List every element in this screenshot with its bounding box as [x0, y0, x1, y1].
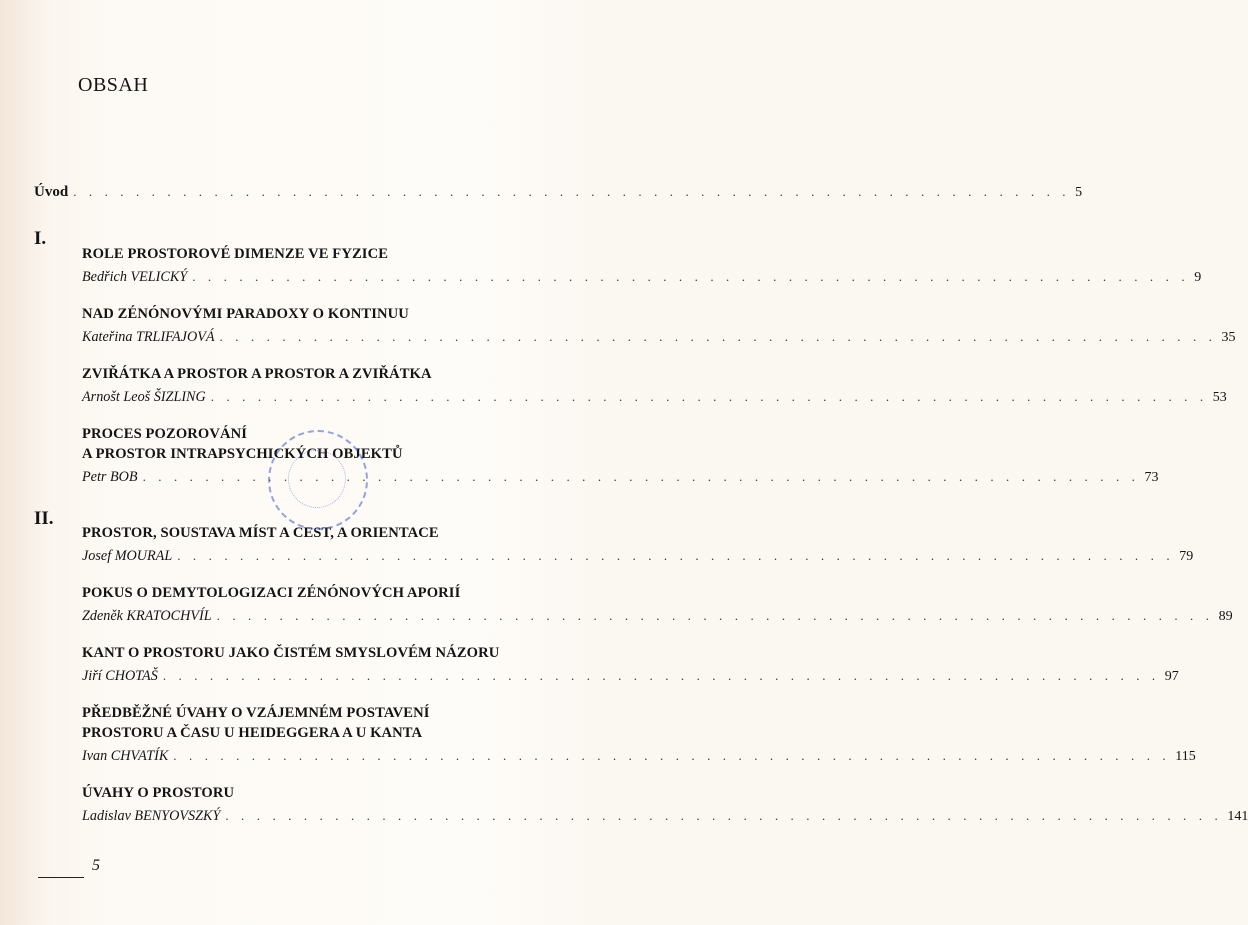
dot-leader: . . . . . . . . . . . . . . . . . . . . . . . . . . . . . . . . . . . . . . . . . . . . . . . . . . . . . . . . . . . . . . . . — [142, 469, 1140, 484]
entry-author-line — [82, 746, 1196, 767]
entry-author: Josef MOURAL — [82, 548, 173, 564]
library-stamp — [268, 430, 368, 530]
dot-leader: . . . . . . . . . . . . . . . . . . . . . . . . . . . . . . . . . . . . . . . . . . . . . . . . . . . . . . . . . . . . . . . . — [192, 269, 1190, 284]
toc-heading: OBSAH — [78, 74, 149, 96]
toc-entry[interactable] — [82, 583, 1233, 627]
entry-author-line — [82, 666, 1179, 687]
dot-leader: . . . . . . . . . . . . . . . . . . . . . . . . . . . . . . . . . . . . . . . . . . . . . . . . . . . . . . . . . . . . . . . . — [225, 808, 1223, 823]
footer-page-number: 5 — [92, 857, 100, 874]
entry-page-number: 73 — [1144, 470, 1159, 485]
entry-author: Kateřina TRLIFAJOVÁ — [82, 329, 215, 345]
dot-leader: . . . . . . . . . . . . . . . . . . . . . . . . . . . . . . . . . . . . . . . . . . . . . . . . . . . . . . . . . . . . . . . . — [73, 184, 1071, 199]
dot-leader: . . . . . . . . . . . . . . . . . . . . . . . . . . . . . . . . . . . . . . . . . . . . . . . . . . . . . . . . . . . . . . . . — [219, 329, 1217, 344]
entry-page-number: 9 — [1194, 270, 1202, 285]
entry-author-line — [82, 387, 1227, 408]
entry-author-line — [82, 806, 1248, 827]
entry-author: Zdeněk KRATOCHVÍL — [82, 608, 212, 624]
entry-title: PŘEDBĚŽNÉ ÚVAHY O VZÁJEMNÉM POSTAVENÍ — [82, 705, 430, 721]
entry-page-number: 53 — [1212, 390, 1227, 405]
entry-author: Ivan CHVATÍK — [82, 748, 169, 764]
part-numeral-ii: II. — [34, 508, 54, 529]
entry-page-number: 97 — [1164, 669, 1179, 684]
entry-author-line — [82, 546, 1194, 567]
toc-entry[interactable] — [82, 523, 1194, 567]
part-numeral-i: I. — [34, 228, 47, 249]
toc-entry[interactable] — [82, 304, 1236, 348]
toc-entry[interactable] — [82, 643, 1179, 687]
entry-title: PROCES POZOROVÁNÍ — [82, 426, 248, 442]
intro-label: Úvod — [34, 184, 69, 200]
entry-author: Petr BOB — [82, 469, 138, 485]
entry-title: NAD ZÉNÓNOVÝMI PARADOXY O KONTINUU — [82, 306, 409, 322]
entry-title: KANT O PROSTORU JAKO ČISTÉM SMYSLOVÉM NÁZORU — [82, 645, 500, 661]
footer-rule — [38, 877, 84, 878]
dot-leader: . . . . . . . . . . . . . . . . . . . . . . . . . . . . . . . . . . . . . . . . . . . . . . . . . . . . . . . . . . . . . . . . — [177, 548, 1175, 563]
toc-entry[interactable] — [82, 244, 1202, 288]
entry-page-number: 35 — [1221, 330, 1236, 345]
dot-leader: . . . . . . . . . . . . . . . . . . . . . . . . . . . . . . . . . . . . . . . . . . . . . . . . . . . . . . . . . . . . . . . . — [216, 608, 1214, 623]
entry-title: ROLE PROSTOROVÉ DIMENZE VE FYZICE — [82, 246, 389, 262]
toc-entry[interactable] — [82, 703, 1196, 767]
entry-page-number: 141 — [1227, 809, 1248, 824]
entry-title-continuation: PROSTORU A ČASU U HEIDEGGERA A U KANTA — [82, 725, 423, 741]
entry-author: Bedřich VELICKÝ — [82, 269, 188, 285]
entry-author: Arnošt Leoš ŠIZLING — [82, 389, 206, 405]
entry-title: PROSTOR, SOUSTAVA MÍST A CEST, A ORIENTACE — [82, 525, 439, 541]
entry-author: Jiří CHOTAŠ — [82, 668, 158, 684]
entry-author-line — [82, 267, 1202, 288]
entry-author: Ladislav BENYOVSZKÝ — [82, 808, 221, 824]
entry-title: ÚVAHY O PROSTORU — [82, 785, 235, 801]
toc-intro-row[interactable] — [34, 184, 1083, 201]
entry-title: ZVIŘÁTKA A PROSTOR A PROSTOR A ZVIŘÁTKA — [82, 366, 432, 382]
dot-leader: . . . . . . . . . . . . . . . . . . . . . . . . . . . . . . . . . . . . . . . . . . . . . . . . . . . . . . . . . . . . . . . . — [210, 389, 1208, 404]
dot-leader: . . . . . . . . . . . . . . . . . . . . . . . . . . . . . . . . . . . . . . . . . . . . . . . . . . . . . . . . . . . . . . . . — [162, 668, 1160, 683]
entry-page-number: 79 — [1179, 549, 1194, 564]
toc-entry[interactable] — [82, 783, 1248, 827]
entry-title-continuation: A PROSTOR INTRAPSYCHICKÝCH OBJEKTŮ — [82, 446, 403, 462]
entry-author-line — [82, 606, 1233, 627]
entry-page-number: 89 — [1218, 609, 1233, 624]
entry-title: POKUS O DEMYTOLOGIZACI ZÉNÓNOVÝCH APORIÍ — [82, 585, 461, 601]
dot-leader: . . . . . . . . . . . . . . . . . . . . . . . . . . . . . . . . . . . . . . . . . . . . . . . . . . . . . . . . . . . . . . . . — [173, 748, 1171, 763]
entry-page-number: 115 — [1175, 749, 1196, 764]
entry-author-line — [82, 327, 1236, 348]
intro-page-number: 5 — [1075, 185, 1083, 200]
toc-entry[interactable] — [82, 364, 1227, 408]
